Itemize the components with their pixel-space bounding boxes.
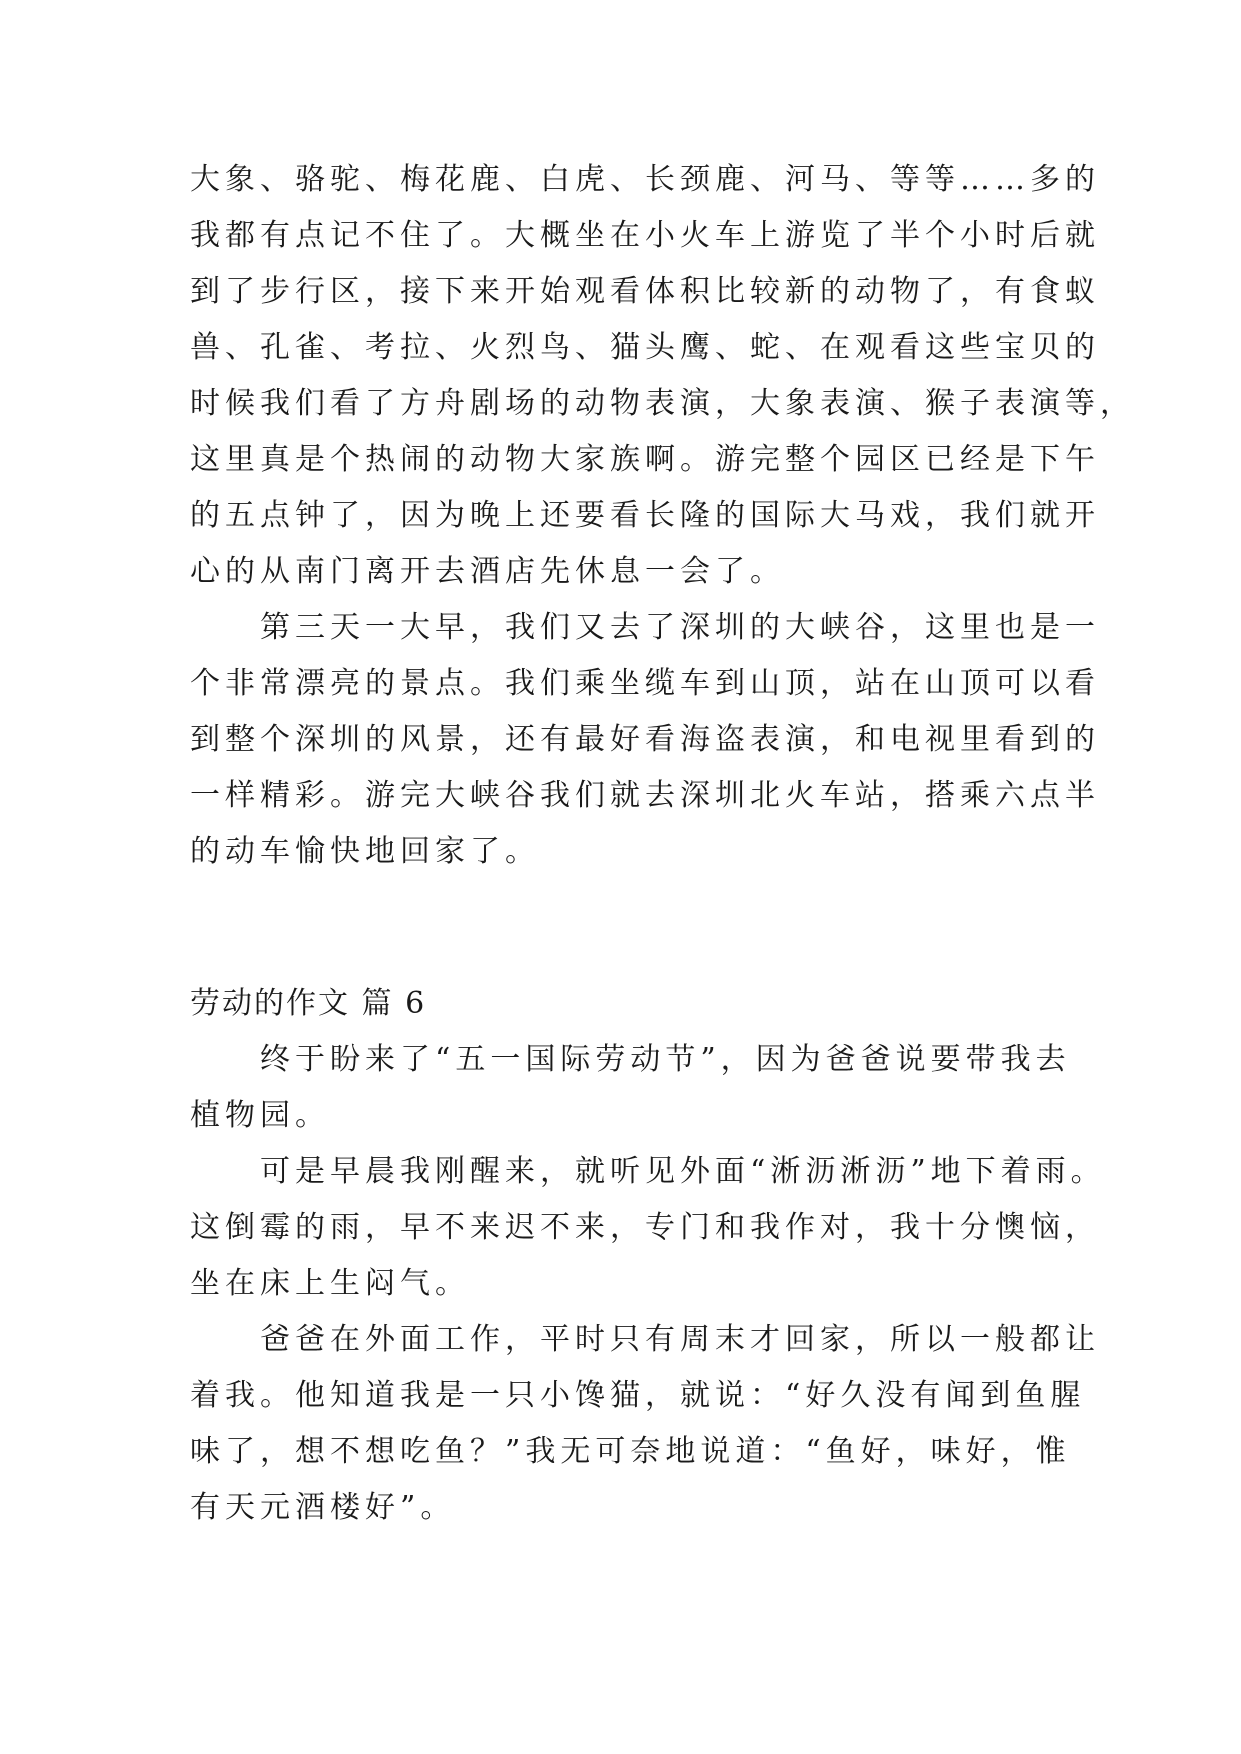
text-line: 可是早晨我刚醒来，就听见外面“淅沥淅沥”地下着雨。 <box>260 1154 1106 1189</box>
text-line: 这倒霉的雨，早不来迟不来，专门和我作对，我十分懊恼， <box>190 1210 1100 1245</box>
text-line: 一样精彩。游完大峡谷我们就去深圳北火车站，搭乘六点半 <box>190 778 1100 813</box>
text-line: 大象、骆驼、梅花鹿、白虎、长颈鹿、河马、等等……多的 <box>190 162 1100 197</box>
text-line: 时候我们看了方舟剧场的动物表演，大象表演、猴子表演等， <box>190 386 1135 421</box>
text-line: 到了步行区，接下来开始观看体积比较新的动物了，有食蚁 <box>190 274 1100 309</box>
text-line: 坐在床上生闷气。 <box>190 1266 470 1301</box>
text-line: 终于盼来了“五一国际劳动节”，因为爸爸说要带我去 <box>260 1042 1071 1077</box>
text-line: 的五点钟了，因为晚上还要看长隆的国际大马戏，我们就开 <box>190 498 1100 533</box>
paragraph-labor-day <box>190 1032 1106 1536</box>
text-line: 着我。他知道我是一只小馋猫，就说：“好久没有闻到鱼腥 <box>190 1378 1086 1413</box>
text-line: 心的从南门离开去酒店先休息一会了。 <box>190 554 785 589</box>
text-line: 有天元酒楼好”。 <box>190 1490 456 1525</box>
paragraph-third-day <box>190 600 1100 880</box>
text-line: 味了，想不想吃鱼？”我无可奈地说道：“鱼好，味好，惟 <box>190 1434 1071 1469</box>
text-line: 爸爸在外面工作，平时只有周末才回家，所以一般都让 <box>260 1322 1100 1357</box>
text-line: 第三天一大早，我们又去了深圳的大峡谷，这里也是一 <box>260 610 1100 645</box>
text-line: 植物园。 <box>190 1098 330 1133</box>
paragraph-zoo-continued <box>190 152 1135 600</box>
text-line: 我都有点记不住了。大概坐在小火车上游览了半个小时后就 <box>190 218 1100 253</box>
text-line: 这里真是个热闹的动物大家族啊。游完整个园区已经是下午 <box>190 442 1100 477</box>
text-line: 兽、孔雀、考拉、火烈鸟、猫头鹰、蛇、在观看这些宝贝的 <box>190 330 1100 365</box>
text-line: 到整个深圳的风景，还有最好看海盗表演，和电视里看到的 <box>190 722 1100 757</box>
text-line: 的动车愉快地回家了。 <box>190 834 540 869</box>
essay-heading: 劳动的作文 篇 6 <box>190 986 427 1021</box>
text-line: 个非常漂亮的景点。我们乘坐缆车到山顶，站在山顶可以看 <box>190 666 1100 701</box>
